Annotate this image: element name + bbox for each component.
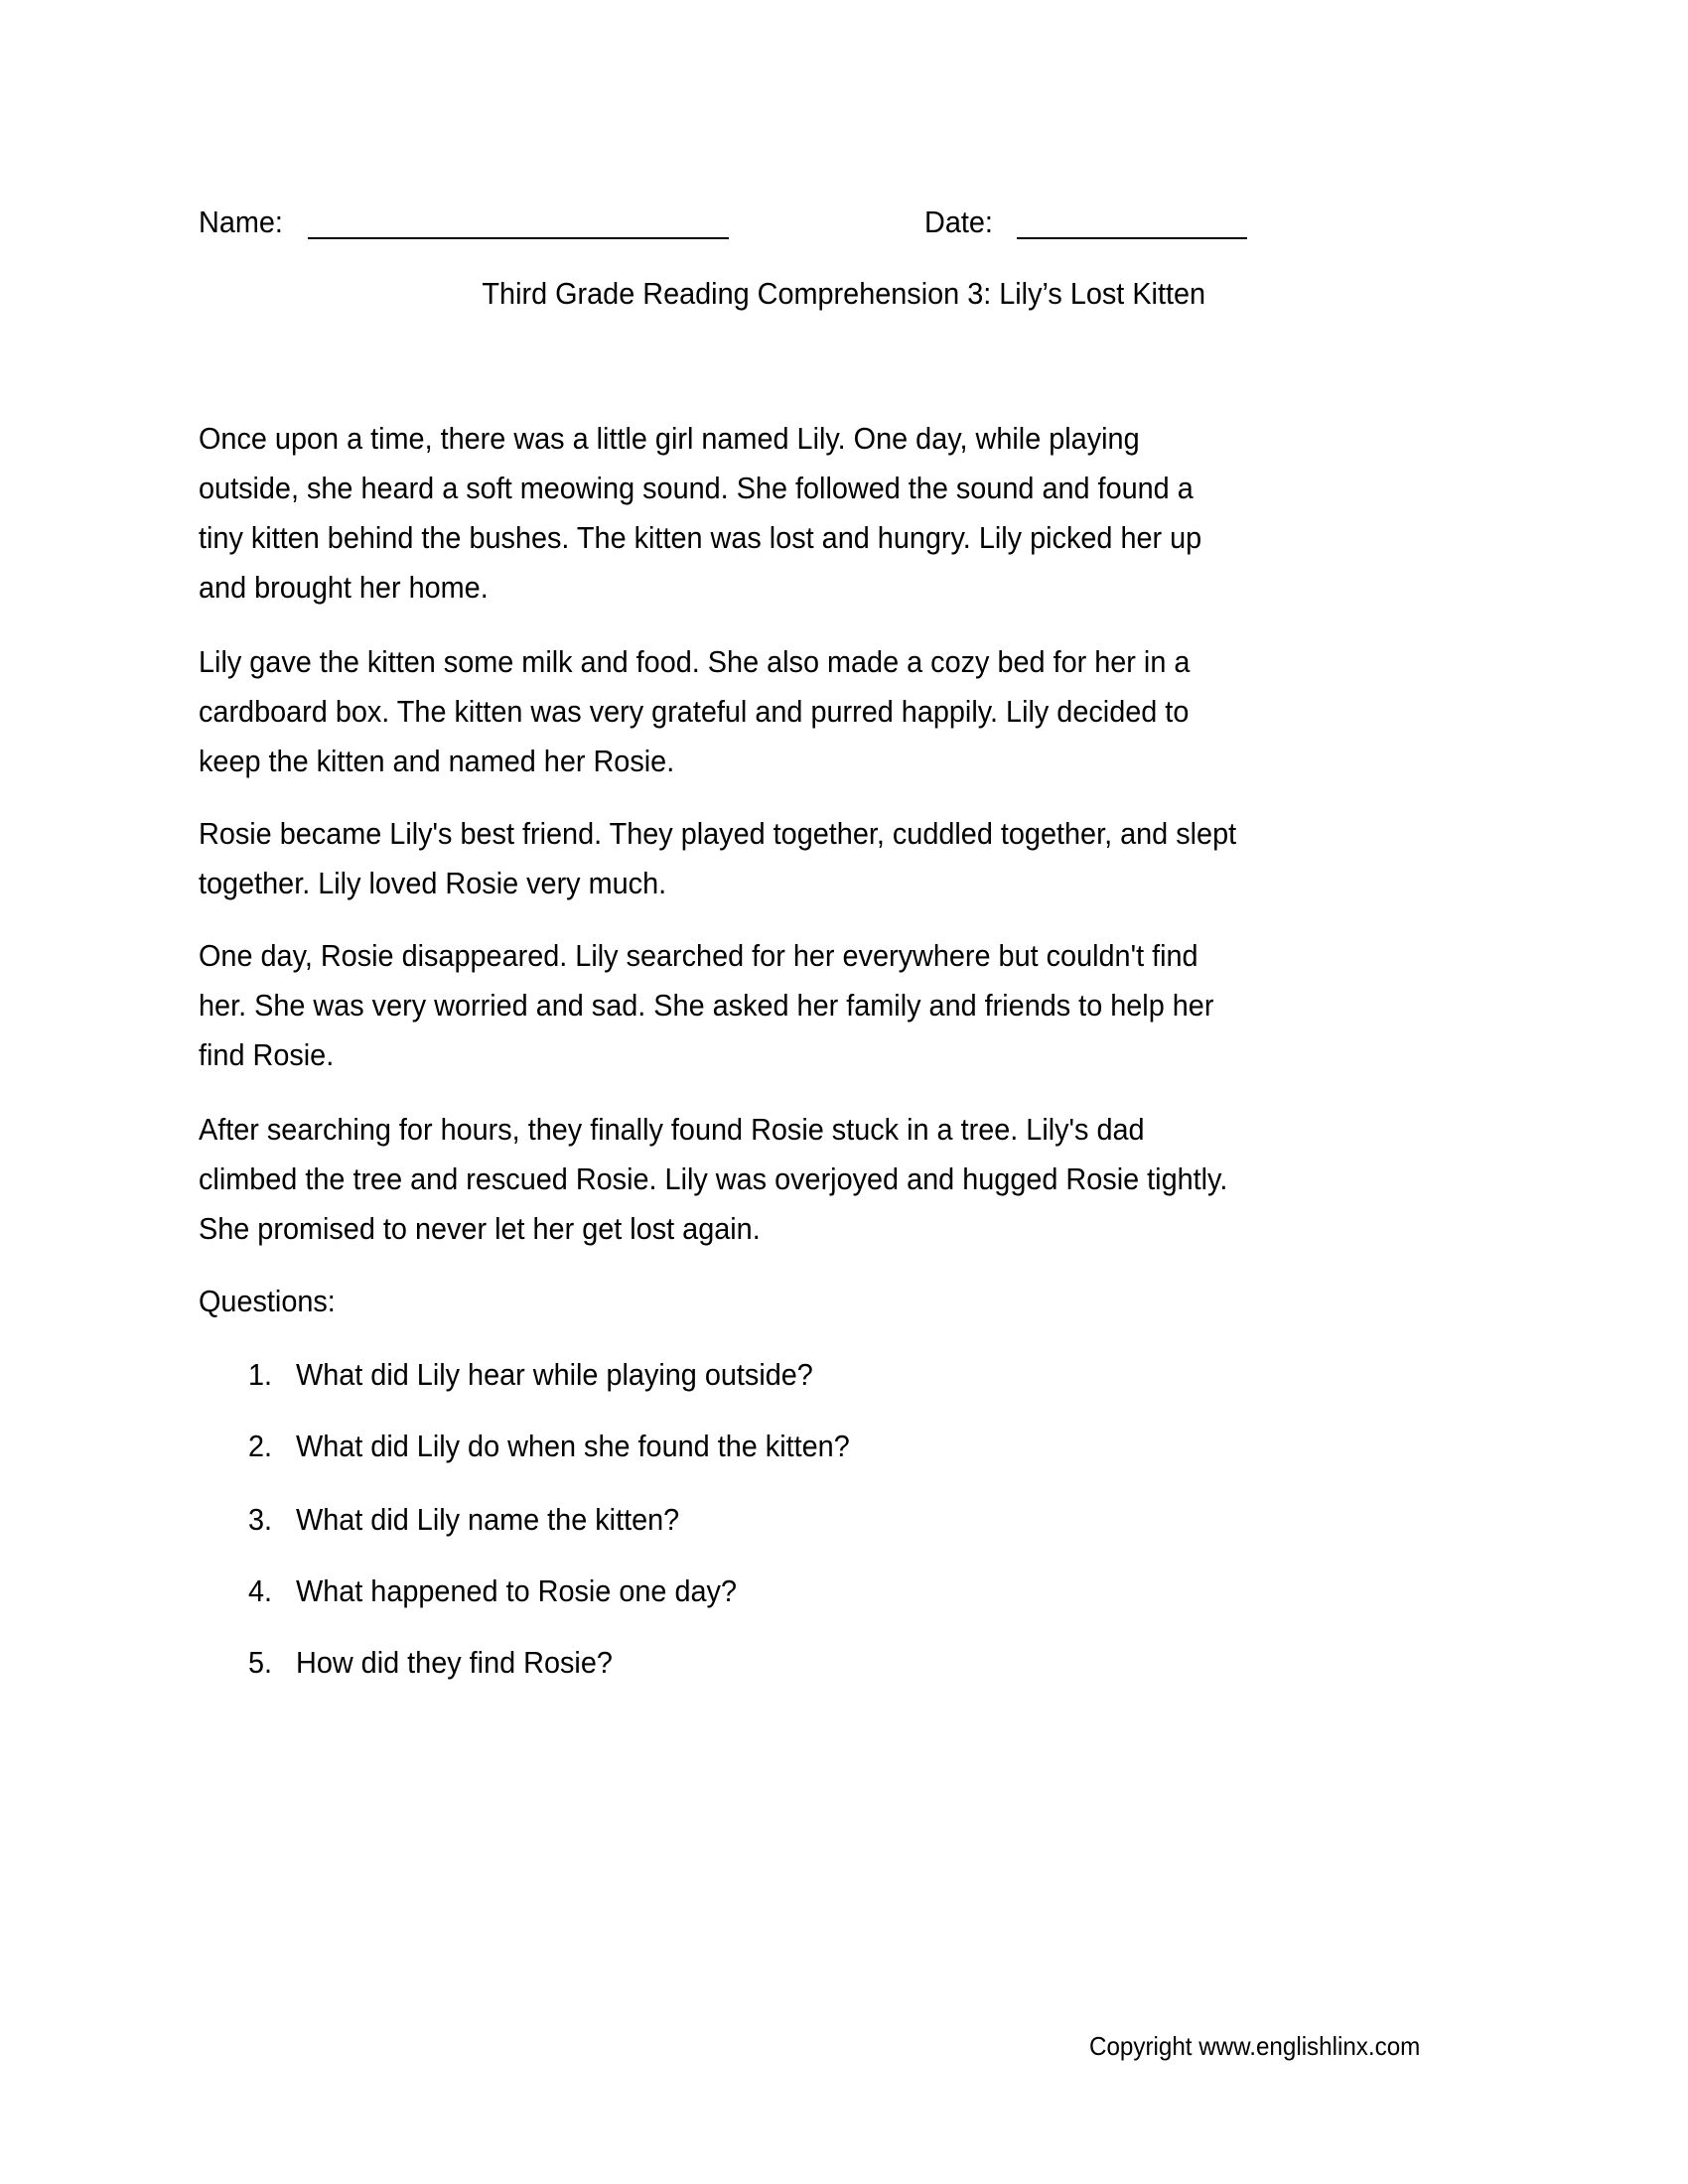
name-label: Name: — [199, 205, 283, 239]
passage-line: Lily gave the kitten some milk and food. She also made a cozy bed for her in a — [199, 644, 1191, 679]
passage-line: cardboard box. The kitten was very grateful and purred happily. Lily decided to — [199, 694, 1190, 729]
passage-line: her. She was very worried and sad. She asked her family and friends to help her — [199, 988, 1214, 1023]
worksheet-title — [0, 276, 1688, 312]
question-text: What did Lily hear while playing outside? — [296, 1357, 813, 1392]
passage-line: climbed the tree and rescued Rosie. Lily was overjoyed and hugged Rosie tightly. — [199, 1161, 1228, 1196]
question-text: What happened to Rosie one day? — [296, 1573, 737, 1608]
passage-line: find Rosie. — [199, 1037, 335, 1072]
date-label: Date: — [924, 205, 993, 239]
question-number: 1. — [248, 1357, 273, 1392]
passage-line: and brought her home. — [199, 570, 489, 605]
passage-line: After searching for hours, they finally found Rosie stuck in a tree. Lily's dad — [199, 1112, 1145, 1147]
passage-line: tiny kitten behind the bushes. The kitten was lost and hungry. Lily picked her up — [199, 520, 1202, 555]
name-field-line[interactable] — [308, 237, 729, 239]
question-text: What did Lily name the kitten? — [296, 1502, 680, 1537]
passage-line: Rosie became Lily's best friend. They played together, cuddled together, and slept — [199, 816, 1237, 851]
passage-line: outside, she heard a soft meowing sound. She followed the sound and found a — [199, 471, 1194, 505]
passage-line: keep the kitten and named her Rosie. — [199, 744, 675, 778]
question-number: 4. — [248, 1573, 273, 1608]
passage-line: together. Lily loved Rosie very much. — [199, 866, 667, 900]
questions-heading: Questions: — [199, 1284, 336, 1318]
question-number: 2. — [248, 1429, 273, 1463]
question-number: 5. — [248, 1645, 273, 1680]
question-text: How did they find Rosie? — [296, 1645, 613, 1680]
title-text: Third Grade Reading Comprehension 3: Lily’s Lost Kitten — [482, 276, 1206, 311]
date-field-line[interactable] — [1017, 237, 1247, 239]
copyright-notice: Copyright www.englishlinx.com — [1089, 2031, 1421, 2061]
passage-line: One day, Rosie disappeared. Lily searched for her everywhere but couldn't find — [199, 938, 1198, 973]
passage-line: She promised to never let her get lost again. — [199, 1211, 761, 1246]
question-number: 3. — [248, 1502, 273, 1537]
question-text: What did Lily do when she found the kitten? — [296, 1429, 850, 1463]
passage-line: Once upon a time, there was a little girl named Lily. One day, while playing — [199, 421, 1140, 456]
